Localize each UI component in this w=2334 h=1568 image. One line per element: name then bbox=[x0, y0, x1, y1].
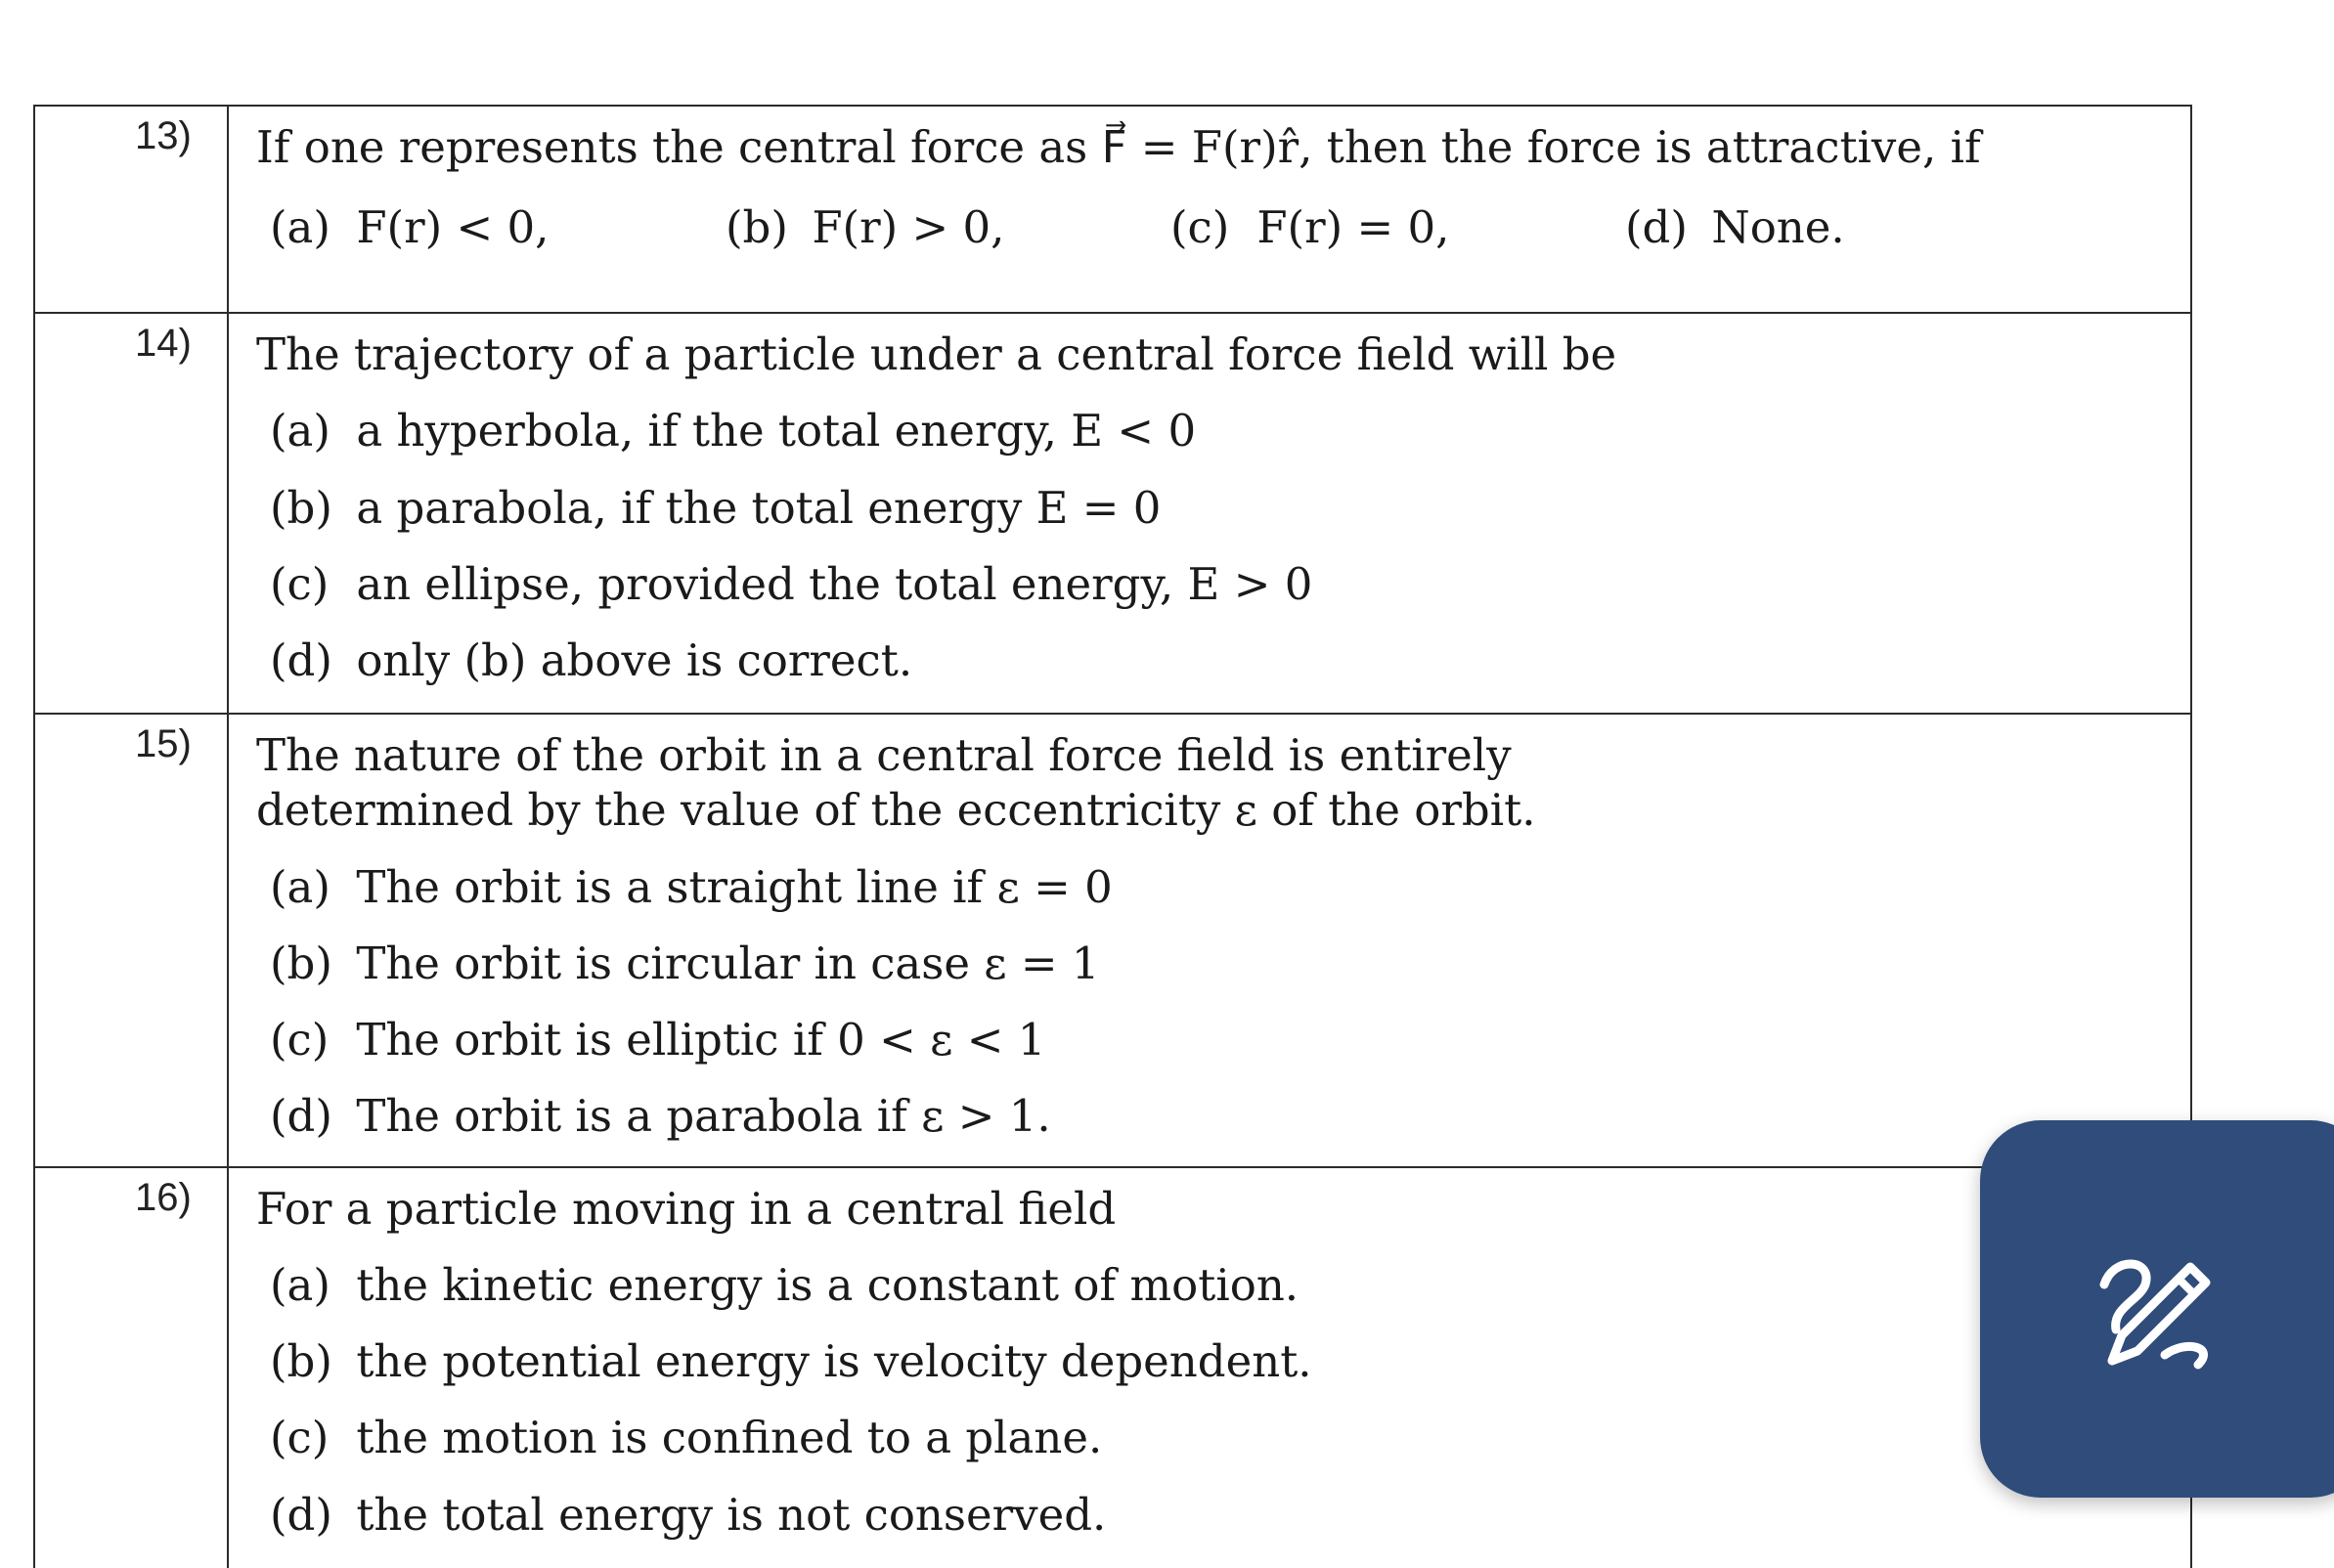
question-stem: For a particle moving in a central field bbox=[256, 1182, 1117, 1235]
option-text: the motion is confined to a plane. bbox=[356, 1412, 1103, 1464]
question-content-cell bbox=[228, 106, 2191, 313]
option-list bbox=[256, 200, 2190, 255]
option-label: (a) bbox=[270, 201, 330, 254]
question-row bbox=[34, 714, 2191, 1167]
option-c bbox=[270, 1411, 2190, 1465]
option-label: (a) bbox=[270, 405, 330, 457]
question-number-cell bbox=[34, 106, 228, 313]
option-b bbox=[270, 1334, 2190, 1389]
option-text: F(r) < 0, bbox=[356, 201, 550, 254]
option-c bbox=[1170, 200, 1625, 255]
option-label: (d) bbox=[270, 634, 332, 686]
question-number-cell bbox=[34, 313, 228, 714]
option-label: (a) bbox=[270, 860, 330, 913]
option-text: a parabola, if the total energy E = 0 bbox=[356, 481, 1162, 534]
option-text: The orbit is a straight line if ε = 0 bbox=[356, 860, 1113, 913]
question-number: 14) bbox=[135, 322, 192, 365]
option-list bbox=[256, 404, 2190, 688]
option-b bbox=[270, 481, 2190, 536]
question-row bbox=[34, 106, 2191, 313]
option-d bbox=[270, 633, 2190, 688]
option-b bbox=[270, 936, 2190, 991]
option-text: None. bbox=[1711, 201, 1845, 254]
option-label: (c) bbox=[270, 1014, 330, 1066]
question-number: 15) bbox=[135, 722, 192, 765]
option-label: (b) bbox=[726, 201, 788, 254]
option-label: (c) bbox=[1170, 201, 1230, 254]
question-content-cell bbox=[228, 1167, 2191, 1568]
question-number: 13) bbox=[135, 114, 192, 157]
option-c bbox=[270, 557, 2190, 612]
option-text: the kinetic energy is a constant of motion. bbox=[356, 1258, 1299, 1311]
option-label: (b) bbox=[270, 481, 332, 534]
question-content-cell bbox=[228, 714, 2191, 1167]
option-label: (b) bbox=[270, 1335, 332, 1387]
option-text: F(r) = 0, bbox=[1256, 201, 1450, 254]
option-label: (d) bbox=[270, 1090, 332, 1143]
option-list bbox=[256, 860, 2190, 1145]
option-d bbox=[270, 1488, 2190, 1543]
question-stem: The trajectory of a particle under a central force field will be bbox=[256, 328, 1617, 380]
option-text: The orbit is a parabola if ε > 1. bbox=[356, 1090, 1051, 1143]
option-b bbox=[726, 200, 1170, 255]
question-table bbox=[33, 105, 2192, 1568]
question-row bbox=[34, 313, 2191, 714]
pencil-scribble-icon bbox=[2092, 1245, 2220, 1372]
option-label: (d) bbox=[1625, 201, 1688, 254]
option-text: a hyperbola, if the total energy, E < 0 bbox=[356, 405, 1197, 457]
option-text: the total energy is not conserved. bbox=[356, 1488, 1107, 1541]
option-label: (c) bbox=[270, 557, 330, 610]
question-row bbox=[34, 1167, 2191, 1568]
question-number-cell bbox=[34, 1167, 228, 1568]
question-number-cell bbox=[34, 714, 228, 1167]
option-text: The orbit is elliptic if 0 < ε < 1 bbox=[356, 1014, 1046, 1066]
option-label: (c) bbox=[270, 1412, 330, 1464]
option-label: (a) bbox=[270, 1258, 330, 1311]
option-text: The orbit is circular in case ε = 1 bbox=[356, 936, 1100, 989]
option-label: (b) bbox=[270, 936, 332, 989]
option-a bbox=[270, 860, 2190, 915]
question-stem: The nature of the orbit in a central force field is entirely determined by the value of the eccentricity ε of the orbit. bbox=[256, 729, 1536, 837]
option-d bbox=[270, 1089, 2190, 1144]
edit-fab-button[interactable] bbox=[1980, 1120, 2334, 1498]
option-c bbox=[270, 1013, 2190, 1067]
question-content-cell bbox=[228, 313, 2191, 714]
option-a bbox=[270, 1258, 2190, 1313]
option-text: an ellipse, provided the total energy, E > 0 bbox=[356, 557, 1313, 610]
option-a bbox=[270, 200, 726, 255]
question-number: 16) bbox=[135, 1175, 192, 1219]
option-list bbox=[256, 1258, 2190, 1543]
option-d bbox=[1625, 200, 1845, 255]
option-text: only (b) above is correct. bbox=[356, 634, 913, 686]
option-a bbox=[270, 404, 2190, 458]
option-text: F(r) > 0, bbox=[812, 201, 1005, 254]
option-text: the potential energy is velocity dependent. bbox=[356, 1335, 1312, 1387]
question-stem: If one represents the central force as F⃗ = F(r)r̂, then the force is attractive, if bbox=[256, 121, 1981, 173]
option-label: (d) bbox=[270, 1488, 332, 1541]
